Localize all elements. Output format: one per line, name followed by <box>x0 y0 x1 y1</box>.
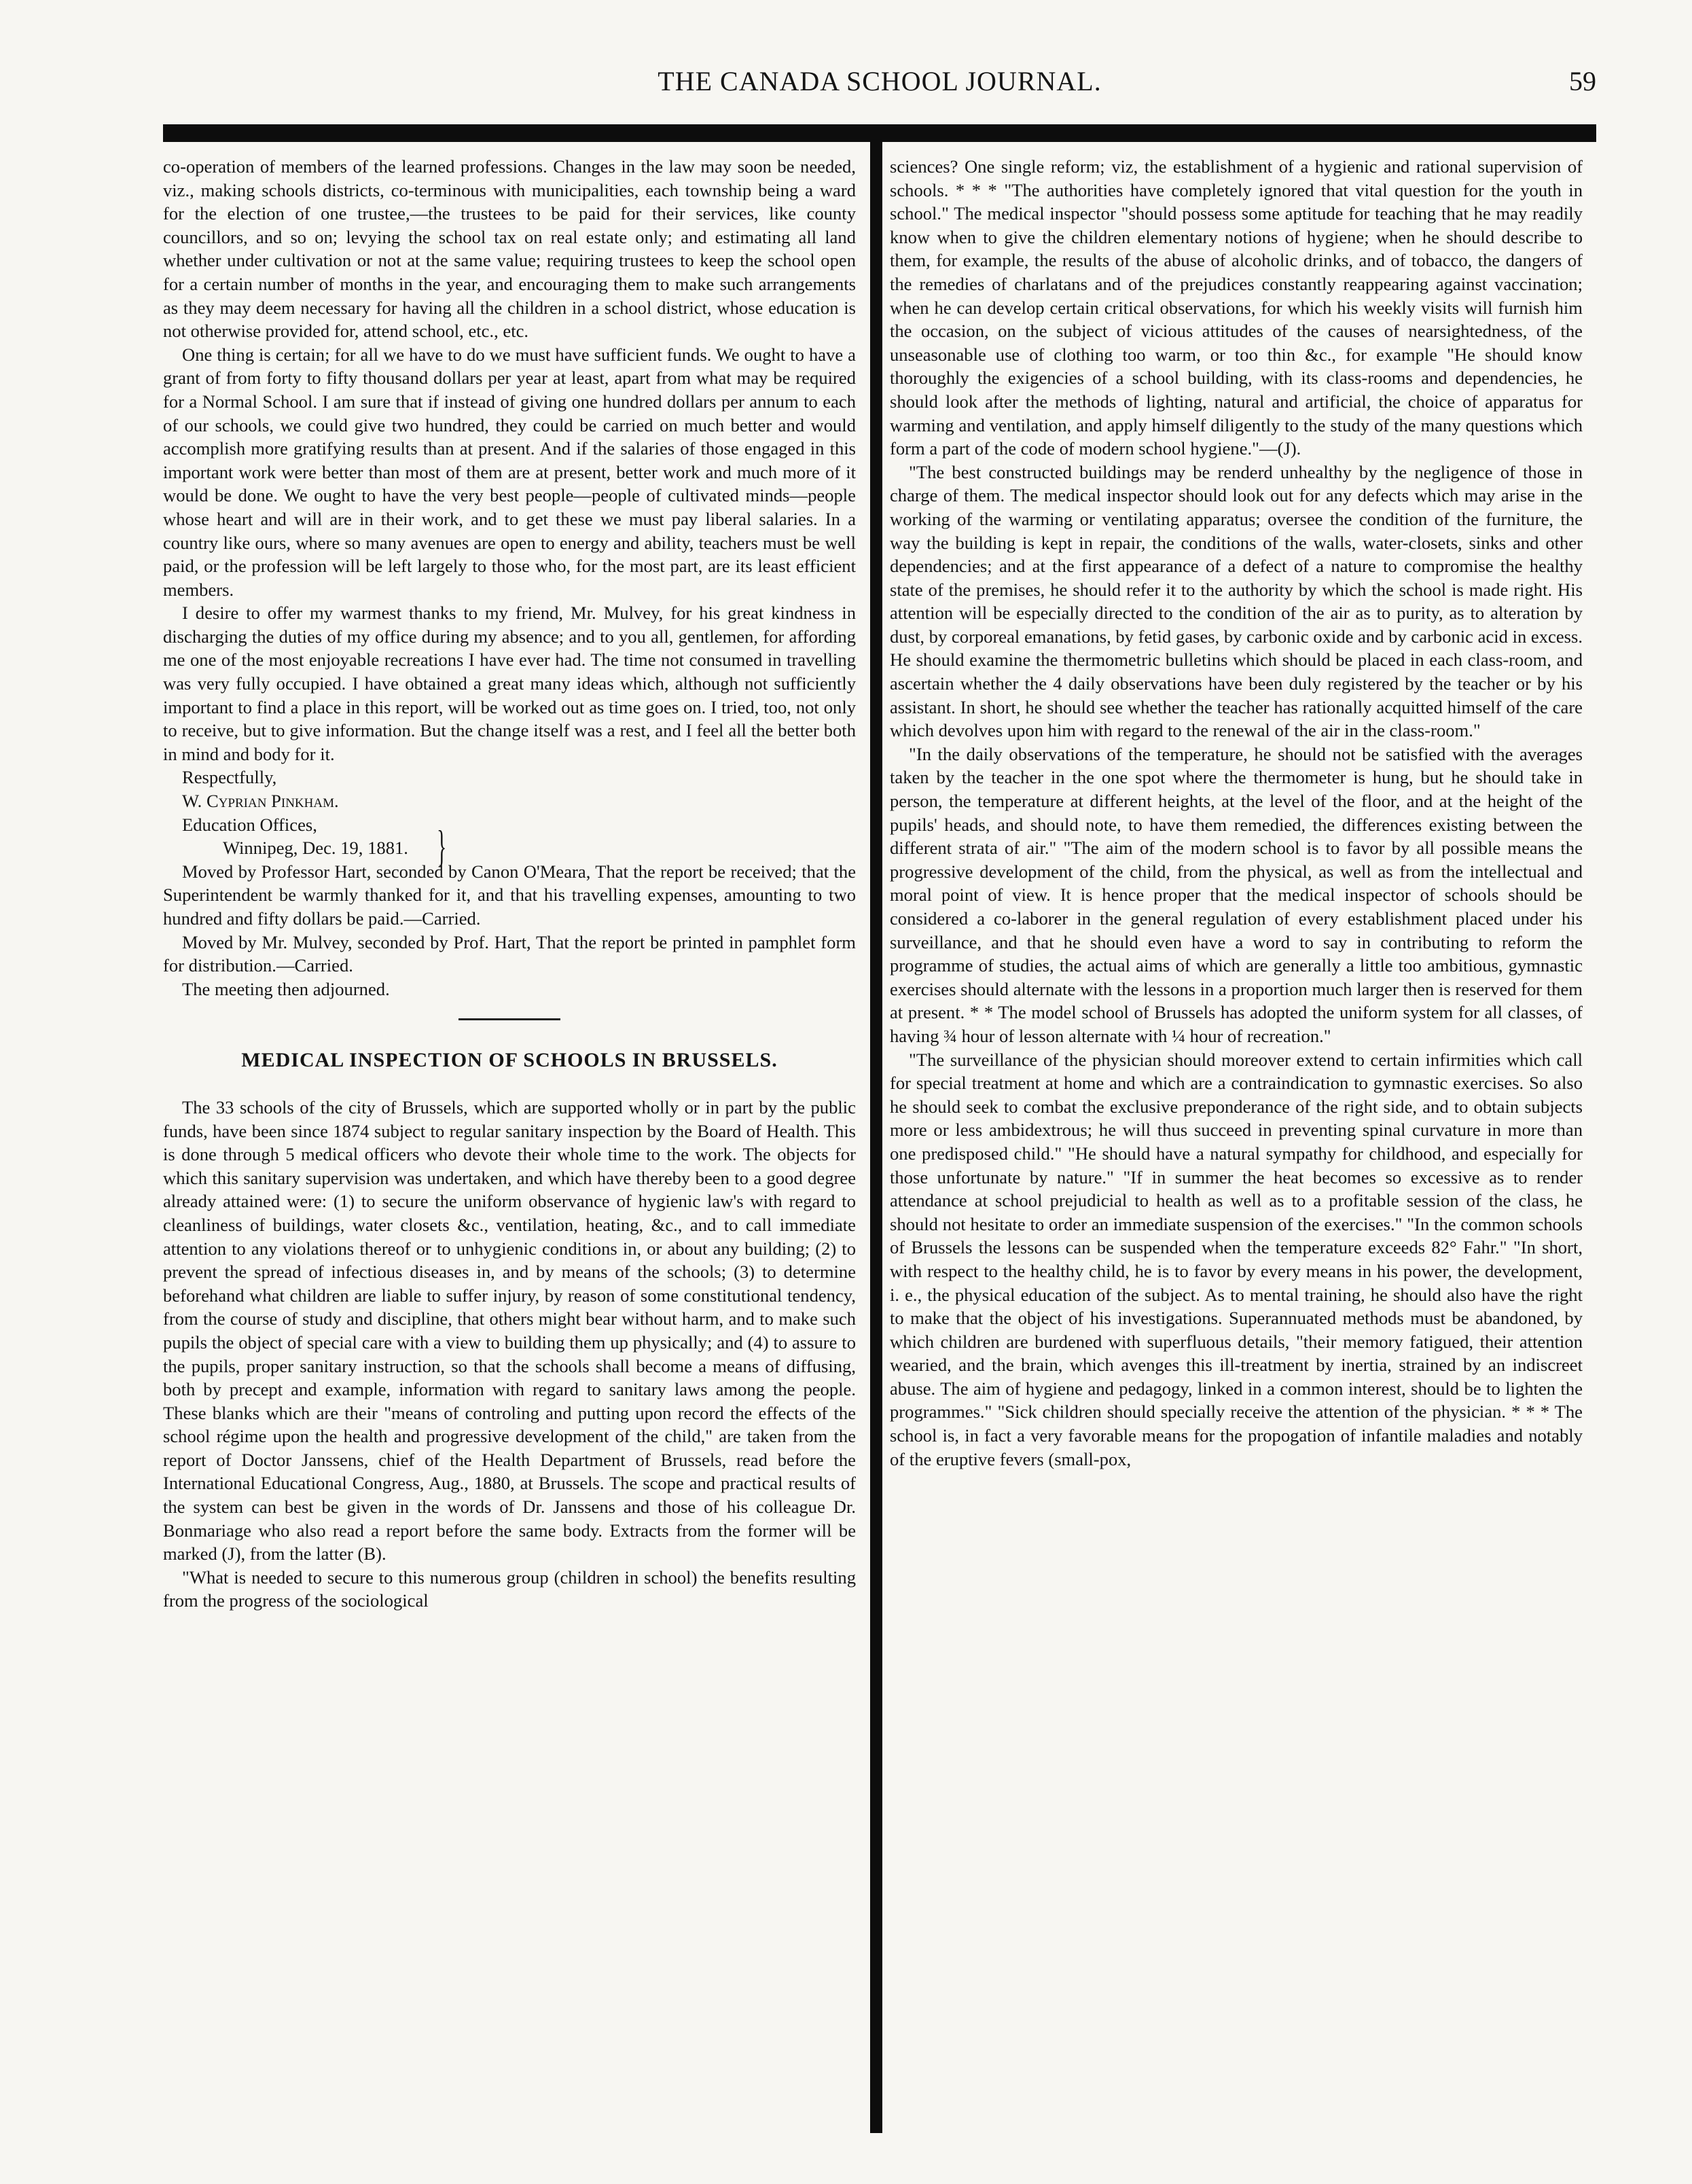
signature-closing: Respectfully, <box>182 767 277 788</box>
paragraph: "The best constructed buildings may be renderd unhealthy by the negligence of those in charge of them. The medical inspector should look out for any defects which may arise in the working of the warming or ventilating apparatus; oversee the condition of the furniture, the way the building is kept in repair, the conditions of the walls, water-closets, sinks and other dependencies; and at the first appearance of a defect of a nature to compromise the healthy state of the premises, he should refer it to the authority by which the school is made right. His attention will be especially directed to the condition of the air as to purity, as to alteration by dust, by corporeal emanations, by fetid gases, by carbonic oxide and by carbonic acid in excess. He should examine the thermometric bulletins which should be placed in each class-room, and ascertain whether the 4 daily observations have been duly registered by the teacher or by his assistant. In short, he should see whether the teacher has rationally acquitted himself of the care which devolves upon him with regard to the renewal of the air in the class-room." <box>890 461 1583 741</box>
paragraph: sciences? One single reform; viz, the establishment of a hygienic and rational supervision of schools. * * * "The authorities have completely ignored that vital question for the youth in school." The medical inspector "should possess some aptitude for teaching that he may readily know when to give the children elementary notions of hygiene; when he should describe to them, for example, the results of the abuse of alcoholic drinks, and of tobacco, the dangers of the remedies of charlatans and of the prejudices constantly reappearing against vaccination; when he can develop certain critical observations, for which his weekly visits will furnish him the occasion, on the subject of vicious attitudes of the causes of nearsightedness, of the unseasonable use of clothing too warm, or too thin &c., for example "He should know thoroughly the exigencies of a school building, with its class-rooms and dependencies, he should look after the methods of lighting, natural and artificial, the choice of apparatus for warming and ventilation, and apply himself diligently to the study of the many questions which form a part of the code of modern school hygiene."—(J). <box>890 156 1583 459</box>
page-header <box>163 65 1596 120</box>
paragraph: "The surveillance of the physician should moreover extend to certain infirmities which call for special treatment at home and which are a contraindication to gymnastic exercises. So also he should seek to combat the exclusive preponderance of the right side, and to obtain subjects more or less ambidextrous; he will thus succeed in preventing spinal curvature in more than one predisposed child." "He should have a natural sympathy for childhood, and especially for those unfortunate by nature." "If in summer the heat becomes so excessive as to render attendance at school prejudicial to health as well as to a profitable session of the class, he should not hesitate to order an immediate suspension of the exercises." "In the common schools of Brussels the lessons can be suspended when the temperature exceeds 82° Fahr." "In short, with respect to the healthy child, he is to favor by every means in his power, the development, i. e., the physical education of the subject. As to mental training, he should also have the right to make that the object of his investigations. Superannuated methods must be abandoned, by which children are burdened with superfluous details, "their memory fatigued, their attention wearied, and the brain, which avenges this ill-treatment by inertia, strained by an indiscreet abuse. The aim of hygiene and pedagogy, linked in a common interest, should be to lighten the programmes." "Sick children should specially receive the attention of the physician. * * * The school is, in fact a very favorable means for the propogation of infantile maladies and notably of the eruptive fevers (small-pox, <box>890 1049 1583 1469</box>
section-divider <box>458 1018 560 1020</box>
section-heading: MEDICAL INSPECTION OF SCHOOLS IN BRUSSELS. <box>241 1049 778 1072</box>
page-number: 59 <box>1569 66 1596 96</box>
brace-glyph: } <box>436 822 447 872</box>
office-address <box>163 813 856 837</box>
paragraph: One thing is certain; for all we have to do we must have sufficient funds. We ought to have a grant of from forty to fifty thousand dollars per year at least, apart from what may be required for a Normal School. I am sure that if instead of giving one hundred dollars per annum to each of our schools, we could give two hundred, they could be carried on much better and would accomplish more gratifying results than at present. And if the salaries of those engaged in this important work were better than most of them are at present, better work and much more of it would be done. We ought to have the very best people—people of cultivated minds—people whose heart and will are in their work, and to get these we must pay liberal salaries. In a country like ours, where so many avenues are open to energy and ability, teachers must be well paid, or the profession will be left largely to those who, for the most part, are its least efficient members. <box>163 344 856 600</box>
paragraph: "In the daily observations of the temperature, he should not be satisfied with the averages taken by the teacher in the one spot where the thermometer is hung, but he should take in person, the temperature at different heights, at the level of the floor, and at the height of the pupils' heads, and should note, to have them remedied, the differences existing between the different strata of air." "The aim of the modern school is to favor by all possible means the progressive development of the child, from the physical, as well as from the intellectual and moral point of view. It is hence proper that the medical inspector of schools should be considered a co-laborer in the general regulation of every establishment placed under his surveillance, and that he should even have a word to say in contributing to reform the programme of studies, the actual aims of which are generally a little too ambitious, gymnastic exercises should alternate with the lessons in a proportion much larger then is reserved for them at present. * * The model school of Brussels has adopted the uniform system for all classes, of having ¾ hour of lesson alternate with ¼ hour of recreation." <box>890 743 1583 1046</box>
paragraph: Moved by Mr. Mulvey, seconded by Prof. Hart, That the report be printed in pamphlet form for distribution.—Carried. <box>163 931 856 976</box>
signature-name: W. Cyprian Pinkham. <box>182 791 339 812</box>
right-column <box>890 155 1583 1471</box>
paragraph: "What is needed to secure to this numerous group (children in school) the benefits resulting from the progress of the sociological <box>163 1567 856 1611</box>
paragraph: The 33 schools of the city of Brussels, which are supported wholly or in part by the public funds, have been since 1874 subject to regular sanitary inspection by the Board of Health. This is done through 5 medical officers who devote their whole time to the work. The objects for which this sanitary supervision was undertaken, and which have thereby been to a good degree already attained were: (1) to secure the uniform observance of hygienic law's with regard to cleanliness of buildings, water closets &c., ventilation, heating, &c., and to call immediate attention to any violations thereof or to unhygienic conditions in, or about any building; (2) to prevent the spread of infectious diseases in, and by means of the schools; (3) to determine beforehand what children are liable to suffer injury, by reason of some constitutional tendency, from the course of study and discipline, that others might bear without harm, and to make such pupils the object of special care with a view to building them up physically; and (4) to assure to the pupils, proper sanitary instruction, so that the schools shall become a means of diffusing, both by precept and example, information with regard to sanitary laws among the people. These blanks which are their "means of controling and putting upon record the effects of the school régime upon the health and progressive development of the child," are taken from the report of Doctor Janssens, chief of the Health Department of Brussels, read before the International Educational Congress, Aug., 1880, at Brussels. The scope and practical results of the system can best be given in the words of Dr. Janssens and those of his colleague Dr. Bonmariage who also read a report before the same body. Extracts from the former will be marked (J), from the latter (B). <box>163 1096 856 1564</box>
office-address-line: Education Offices, <box>182 814 317 835</box>
left-column <box>163 155 856 1613</box>
paragraph: I desire to offer my warmest thanks to my friend, Mr. Mulvey, for his great kindness in discharging the duties of my office during my absence; and to you all, gentlemen, for affording me one of the most enjoyable recreations I have ever had. The time not consumed in travelling was very fully occupied. I have obtained a great many ideas which, although not sufficiently important to find a place in this report, will be worked out as time goes on. I tried, too, not only to receive, but to give information. But the change itself was a rest, and I feel all the better both in mind and body for it. <box>163 603 856 764</box>
paragraph: co-operation of members of the learned professions. Changes in the law may soon be needed, viz., making schools districts, co-terminous with municipalities, each township being a ward for the election of one trustee,—the trustees to be paid for their services, like county councillors, and so on; levying the school tax on real estate only; and estimating all land whether under cultivation or not at the same value; requiring trustees to keep the school open for a certain number of months in the year, and encouraging them to make such arrangements as they may deem necessary for having all the children in a school district, whose education is not otherwise provided for, attend school, etc., etc. <box>163 156 856 342</box>
running-title: THE CANADA SCHOOL JOURNAL. <box>658 66 1102 96</box>
paragraph: The meeting then adjourned. <box>182 978 390 999</box>
paragraph: Moved by Professor Hart, seconded by Canon O'Meara, That the report be received; that the Superintendent be warmly thanked for it, and that his travelling expenses, amounting to two hundred and fifty dollars be paid.—Carried. <box>163 861 856 929</box>
column-divider <box>870 136 882 2133</box>
office-date-line: Winnipeg, Dec. 19, 1881. <box>223 838 408 859</box>
